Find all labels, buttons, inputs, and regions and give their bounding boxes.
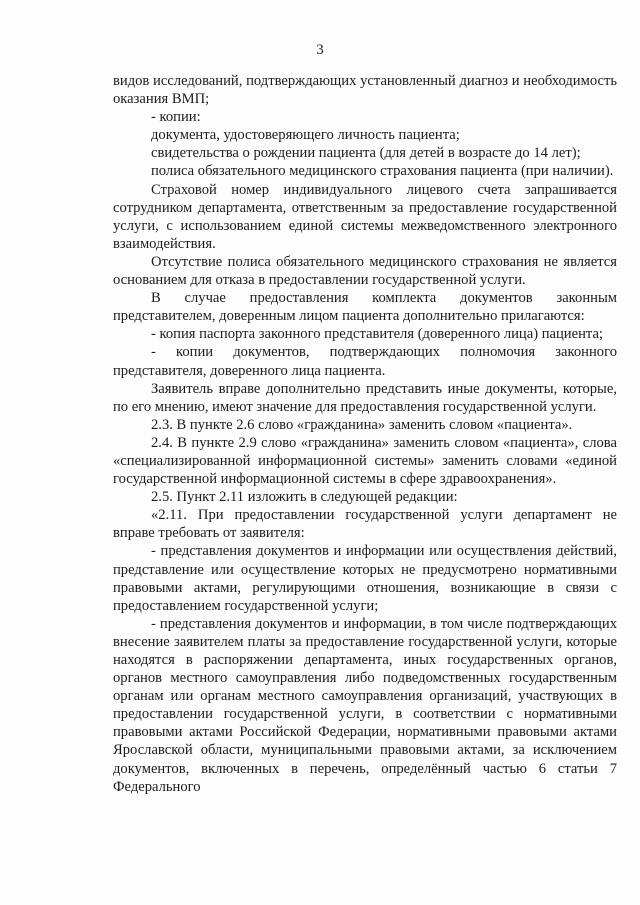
paragraph: 2.4. В пункте 2.9 слово «гражданина» заменить словом «пациента», слова «специализированной информационной системы» заменить словами «единой государственной информационной системы в сфере здравоохранения». <box>113 434 617 488</box>
paragraph: - копия паспорта законного представителя (доверенного лица) пациента; <box>151 326 603 343</box>
paragraph: видов исследований, подтверждающих установленный диагноз и необходимость оказания ВМП; <box>113 73 617 108</box>
document-body <box>113 72 617 796</box>
paragraph: Страховой номер индивидуального лицевого счета запрашивается сотрудником департамента, ответственным за предоставление государственной услуги, с использованием единой системы межведомственного электронного взаимодействия. <box>113 181 617 252</box>
paragraph: Отсутствие полиса обязательного медицинского страхования не является основанием для отказа в предоставлении государственной услуги. <box>113 253 617 289</box>
paragraph: документа, удостоверяющего личность пациента; <box>151 127 460 144</box>
page-number: 3 <box>316 42 324 58</box>
paragraph: - представления документов и информации, в том числе подтверждающих внесение заявителем платы за предоставление государственной услуги, которые находятся в распоряжении департамента, иных государственных органов, органов местного самоуправления либо подведомственных государственным органам или органам местного самоуправления организаций, участвующих в предоставлении государственной услуги, в соответствии с нормативными правовыми актами Российской Федерации, нормативными правовыми актами Ярославской области, муниципальными правовыми актами, за исключением документов, включенных в перечень, определённый частью 6 статьи 7 Федерального <box>113 615 617 795</box>
paragraph: - копии: <box>151 109 201 126</box>
paragraph: полиса обязательного медицинского страхования пациента (при наличии). <box>151 163 614 180</box>
paragraph: 2.3. В пункте 2.6 слово «гражданина» заменить словом «пациента». <box>151 416 573 433</box>
paragraph: - представления документов и информации или осуществления действий, представление или осуществление которых не предусмотрено нормативными правовыми актами, регулирующими отношения, возникающие в связи с предоставлением государственной услуги; <box>113 543 617 614</box>
paragraph: - копии документов, подтверждающих полномочия законного представителя, доверенного лица пациента. <box>113 344 617 379</box>
paragraph: В случае предоставления комплекта документов законным представителем, доверенным лицом пациента дополнительно прилагаются: <box>113 290 617 325</box>
paragraph: свидетельства о рождении пациента (для детей в возрасте до 14 лет); <box>151 145 581 162</box>
paragraph: 2.5. Пункт 2.11 изложить в следующей редакции: <box>151 489 458 506</box>
paragraph: Заявитель вправе дополнительно представить иные документы, которые, по его мнению, имеют значение для предоставления государственной услуги. <box>113 380 617 415</box>
paragraph: «2.11. При предоставлении государственной услуги департамент не вправе требовать от заявителя: <box>113 507 617 542</box>
